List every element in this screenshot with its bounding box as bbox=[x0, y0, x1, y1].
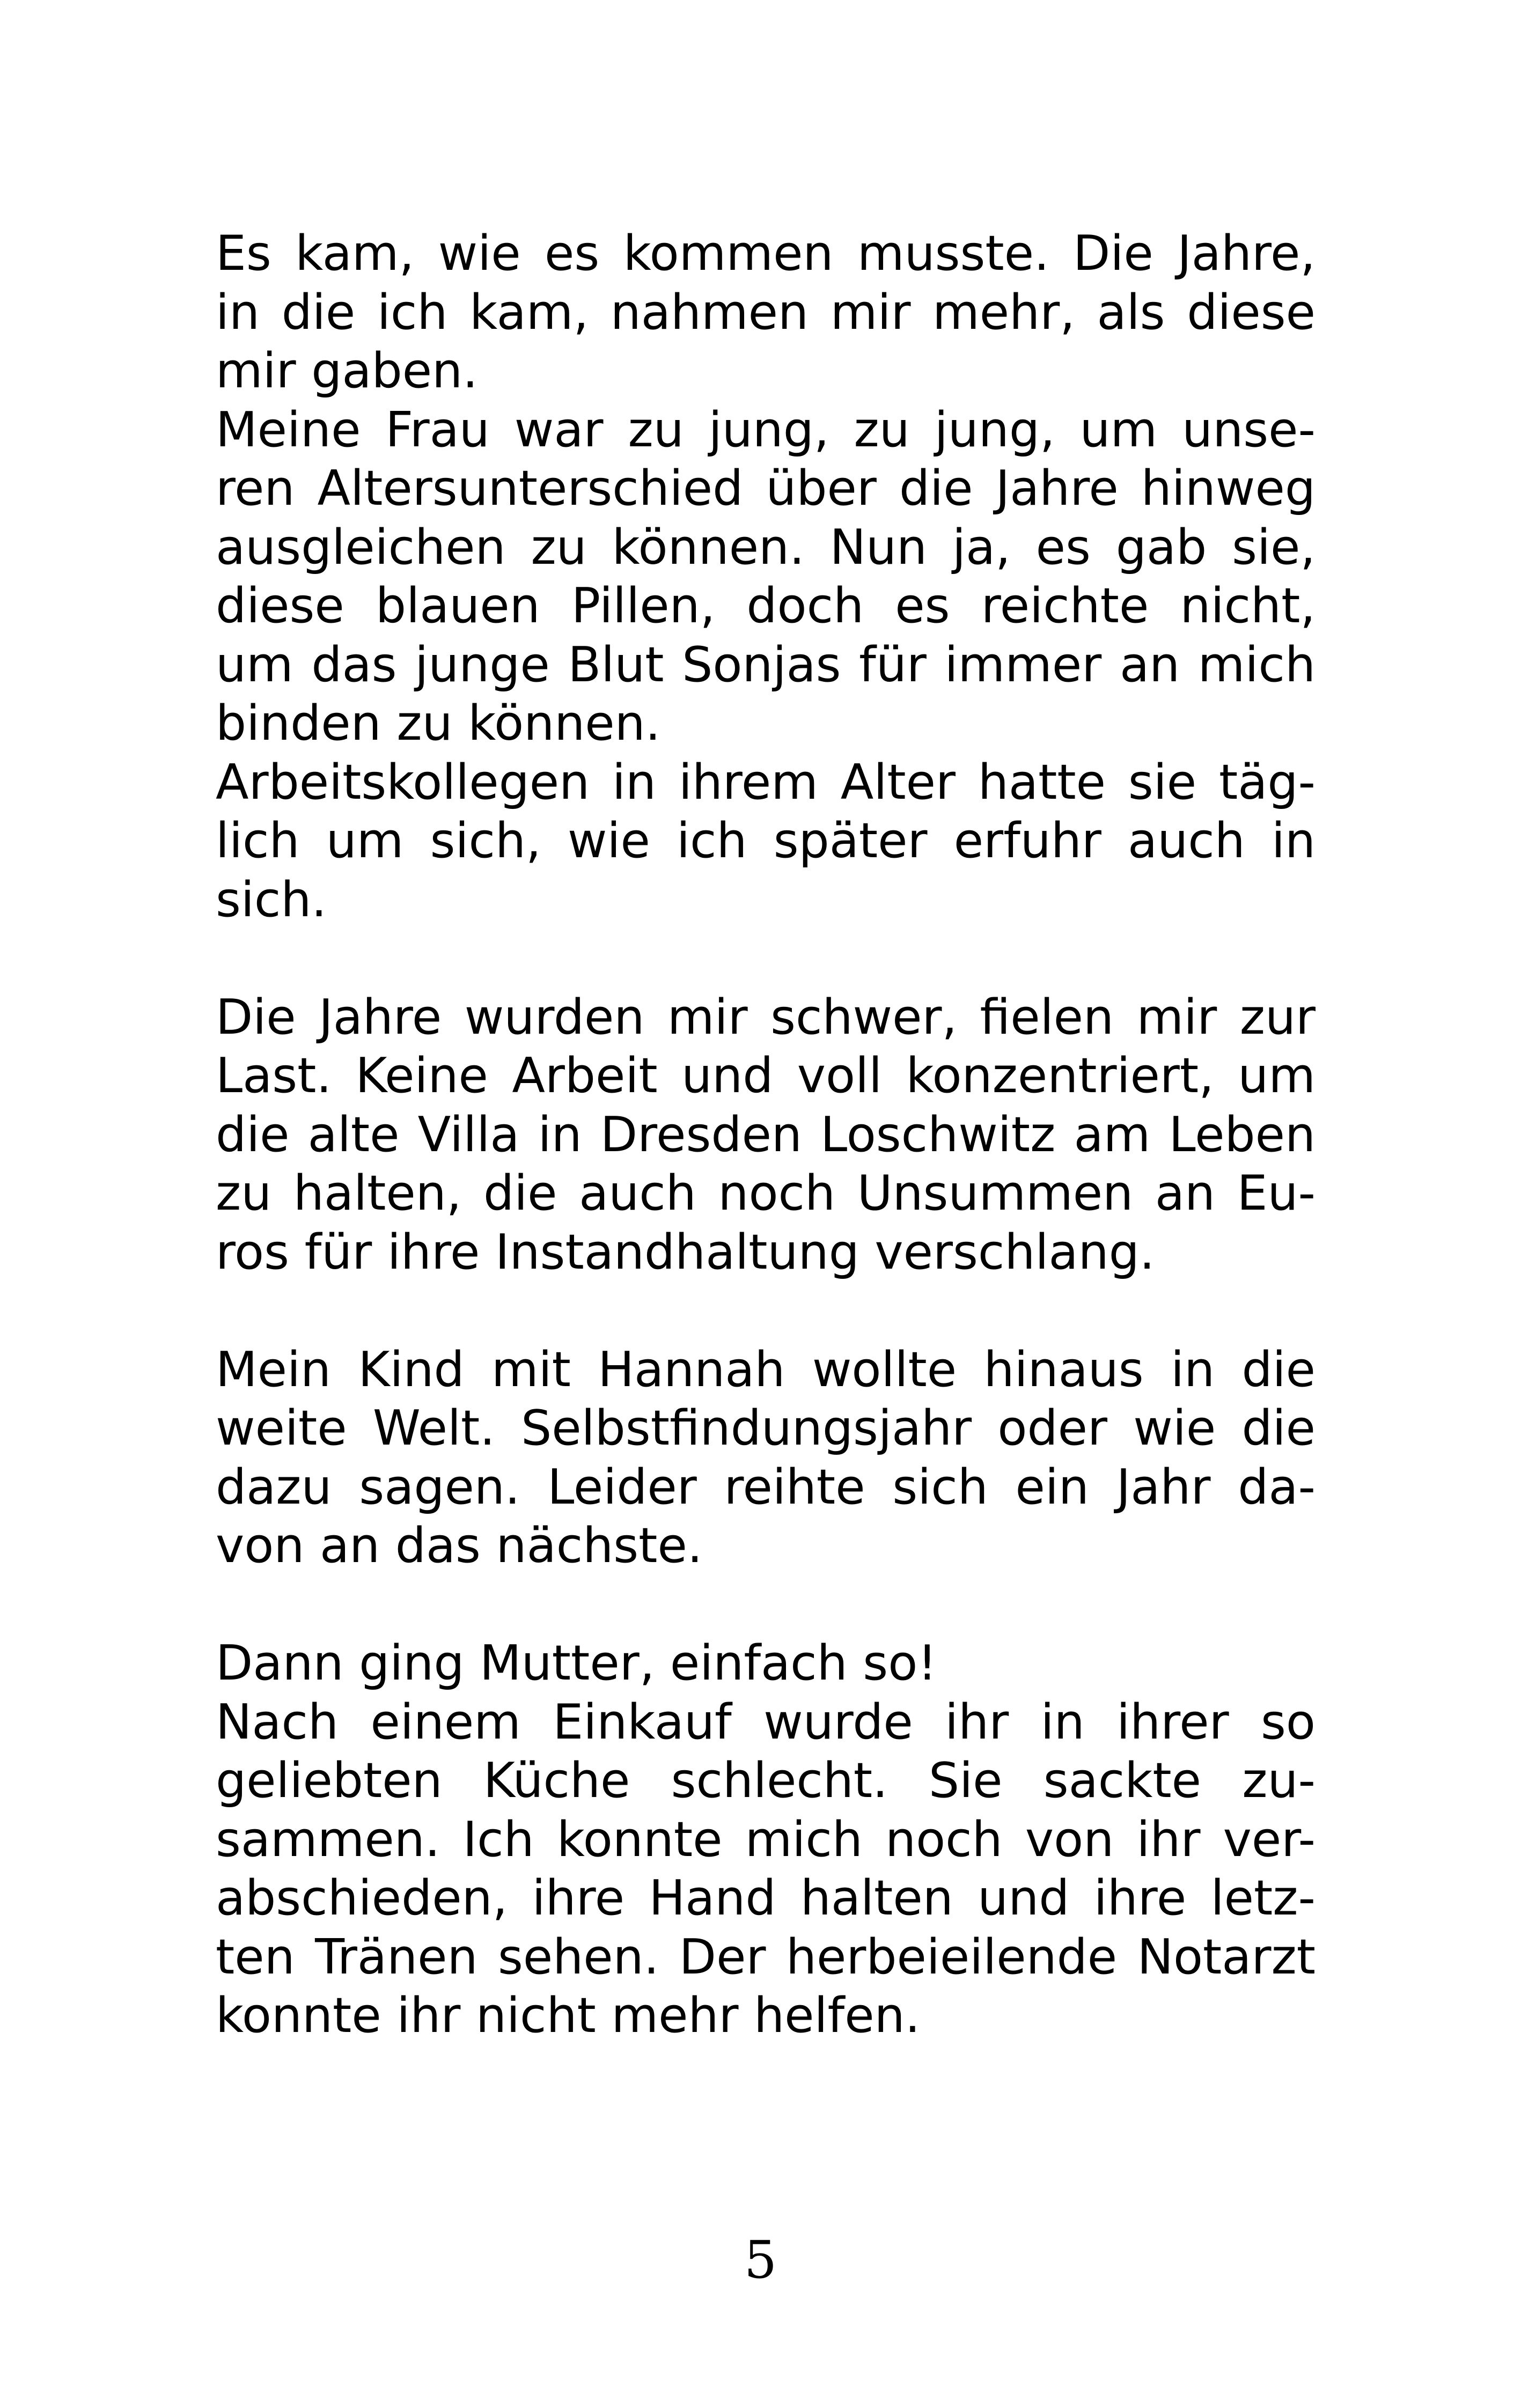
text-line: die alte Villa in Dresden Loschwitz am Leben bbox=[216, 1106, 1316, 1163]
text-line: in die ich kam, nahmen mir mehr, als diese bbox=[216, 284, 1316, 341]
text-line: konnte ihr nicht mehr helfen. bbox=[216, 1987, 921, 2044]
text-line: Dann ging Mutter, einfach so! bbox=[216, 1635, 937, 1691]
text-line: ros für ihre Instandhaltung verschlang. bbox=[216, 1224, 1155, 1280]
text-line: Last. Keine Arbeit und voll konzentriert, um bbox=[216, 1048, 1316, 1104]
text-line: Die Jahre wurden mir schwer, fielen mir zur bbox=[216, 989, 1316, 1045]
text-line: dazu sagen. Leider reihte sich ein Jahr da- bbox=[216, 1459, 1316, 1515]
body-text bbox=[216, 224, 1316, 2045]
page-number: 5 bbox=[744, 2230, 777, 2290]
text-line: um das junge Blut Sonjas für immer an mich bbox=[216, 636, 1316, 693]
text-line: ren Altersunterschied über die Jahre hinweg bbox=[216, 460, 1316, 517]
text-line: Es kam, wie es kommen musste. Die Jahre, bbox=[216, 225, 1316, 282]
text-line: Arbeitskollegen in ihrem Alter hatte sie täg- bbox=[216, 754, 1316, 811]
text-line: Meine Frau war zu jung, zu jung, um unse- bbox=[216, 401, 1316, 458]
paragraph-gap bbox=[216, 1282, 1316, 1341]
text-line: abschieden, ihre Hand halten und ihre letz- bbox=[216, 1870, 1316, 1926]
text-line: lich um sich, wie ich später erfuhr auch in bbox=[216, 813, 1316, 869]
text-line: sammen. Ich konnte mich noch von ihr ver- bbox=[216, 1811, 1316, 1868]
text-line: mir gaben. bbox=[216, 343, 478, 399]
paragraph-gap bbox=[216, 929, 1316, 988]
text-line: von an das nächste. bbox=[216, 1518, 703, 1574]
text-line: Mein Kind mit Hannah wollte hinaus in die bbox=[216, 1341, 1316, 1398]
text-line: diese blauen Pillen, doch es reichte nicht, bbox=[216, 578, 1316, 634]
text-line: ausgleichen zu können. Nun ja, es gab sie, bbox=[216, 519, 1316, 576]
text-line: weite Welt. Selbstfindungsjahr oder wie die bbox=[216, 1400, 1316, 1456]
paragraph-gap bbox=[216, 1575, 1316, 1634]
text-line: Nach einem Einkauf wurde ihr in ihrer so bbox=[216, 1693, 1316, 1750]
text-line: sich. bbox=[216, 871, 327, 928]
text-line: binden zu können. bbox=[216, 695, 661, 752]
text-line: ten Tränen sehen. Der herbeieilende Notarzt bbox=[216, 1928, 1316, 1985]
text-line: zu halten, die auch noch Unsummen an Eu- bbox=[216, 1165, 1316, 1221]
text-line: geliebten Küche schlecht. Sie sackte zu- bbox=[216, 1752, 1316, 1809]
